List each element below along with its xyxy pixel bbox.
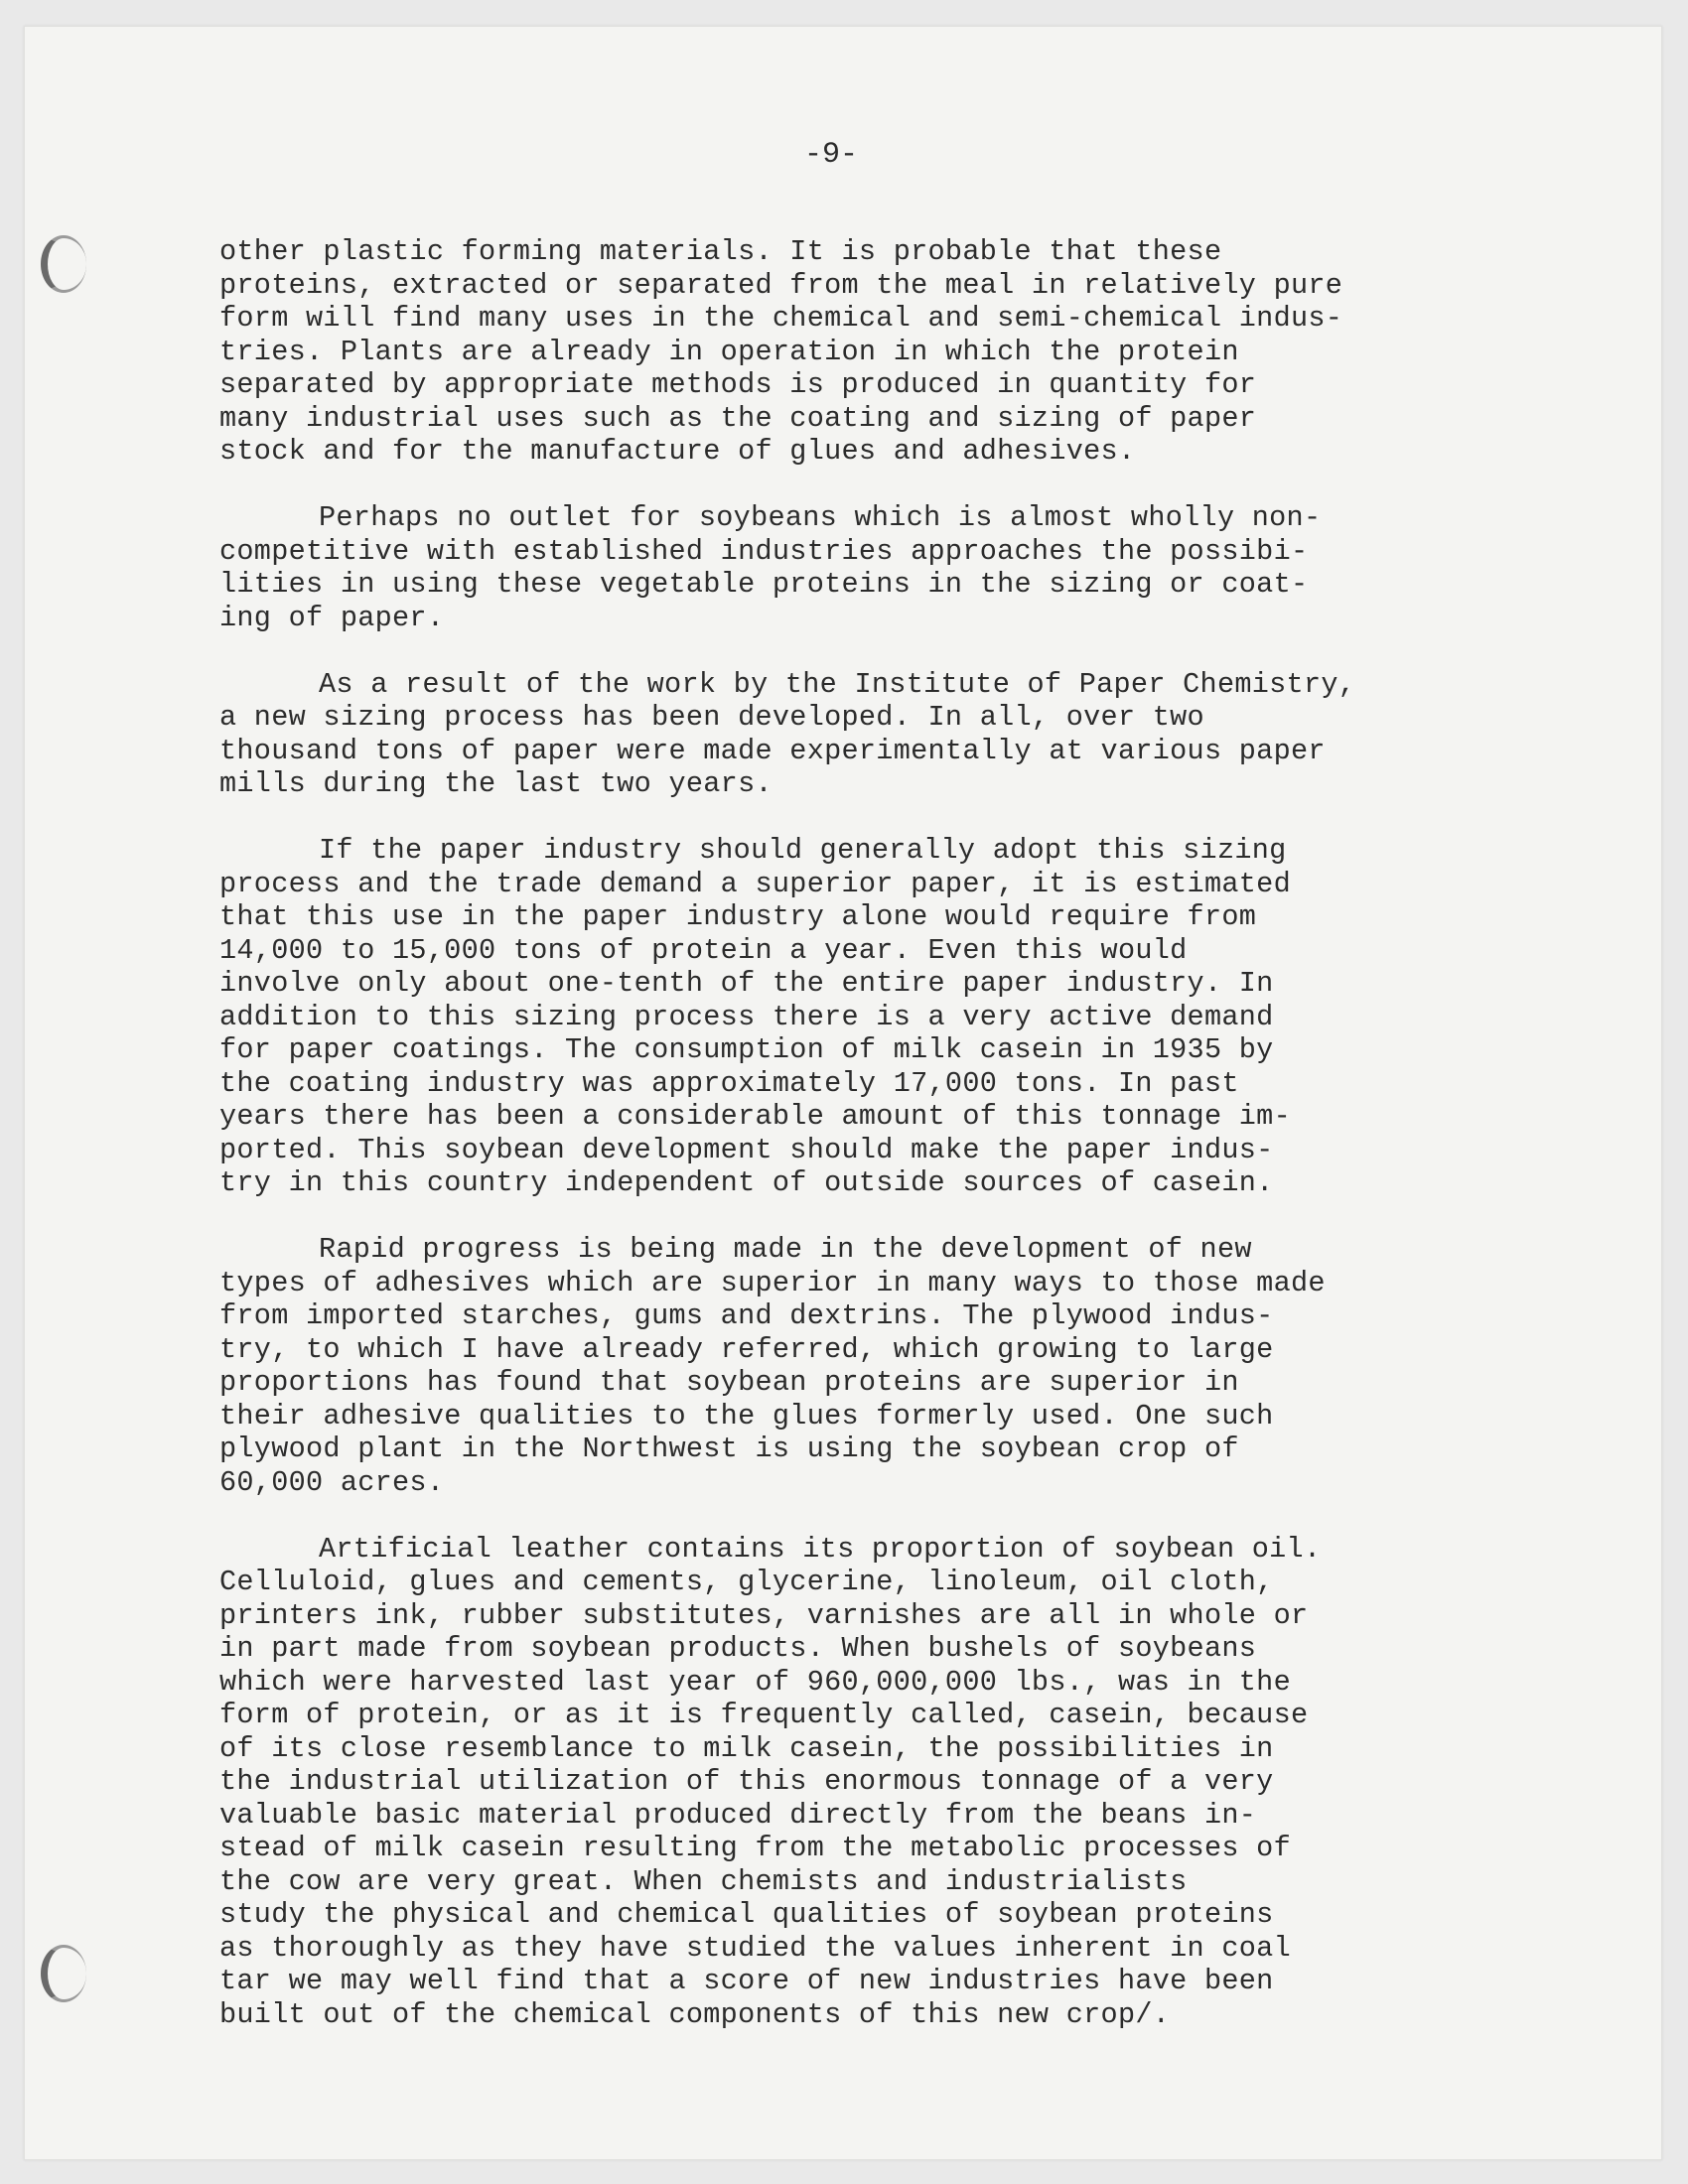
paragraph-6: Artificial leather contains its proportion of soybean oil. Celluloid, glues and cements, glycerine, linoleum, oil cloth, printers ink, rubber substitutes, varnishes are all in whole or in part made from soybean products. When bushels of soybeans which were harvested last year of 960,000,000 lbs., was in the form of protein, or as it is frequently called, casein, because of its close resemblance to milk casein, the possibilities in the industrial utilization of this enormous tonnage of a very valuable basic material produced directly from the beans in- stead of milk casein resulting from the metabolic processes of the cow are very great. When chemists and industrialists study the physical and chemical qualities of soybean proteins as thoroughly as they have studied the values inherent in coal tar we may well find that a score of new industries have been built out of the chemical components of this new crop/. — [219, 1532, 1322, 2031]
paragraph-5: Rapid progress is being made in the development of new types of adhesives which are superior in many ways to those made from imported starches, gums and dextrins. The plywood indus- try, to which I have already referred, which growing to large proportions has found that soybean proteins are superior in their adhesive qualities to the glues formerly used. One such plywood plant in the Northwest is using the soybean crop of 60,000 acres. — [219, 1233, 1326, 1499]
paragraph-1: other plastic forming materials. It is probable that these proteins, extracted or separated from the meal in relatively pure form will find many uses in the chemical and semi-chemical indus- tries. Plants are already in operation in which the protein separated by appropriate methods is produced in quantity for many industrial uses such as the coating and sizing of paper stock and for the manufacture of glues and adhesives. — [219, 235, 1343, 468]
page-number: -9- — [803, 138, 858, 172]
body-text — [219, 235, 1510, 2065]
document-page — [24, 26, 1662, 2160]
paragraph-2: Perhaps no outlet for soybeans which is almost wholly non- competitive with established industries approaches the possibi- lities in using these vegetable proteins in the sizing or coat- ing of paper. — [219, 501, 1322, 634]
paragraph-4: If the paper industry should generally adopt this sizing process and the trade demand a superior paper, it is estimated that this use in the paper industry alone would require from 14,000 to 15,000 tons of protein a year. Even this would involve only about one-tenth of the entire paper industry. In addition to this sizing process there is a very active demand for paper coatings. The consumption of milk casein in 1935 by the coating industry was approximately 17,000 tons. In past years there has been a considerable amount of this tonnage im- ported. This soybean development should make the paper indus- try in this country independent of outside sources of casein. — [219, 834, 1291, 1199]
paragraph-3: As a result of the work by the Institute of Paper Chemistry, a new sizing process has been developed. In all, over two thousand tons of paper were made experimentally at various paper mills during the last two years. — [219, 667, 1356, 800]
punch-hole-top — [41, 235, 86, 293]
punch-hole-bottom — [41, 1945, 86, 2002]
